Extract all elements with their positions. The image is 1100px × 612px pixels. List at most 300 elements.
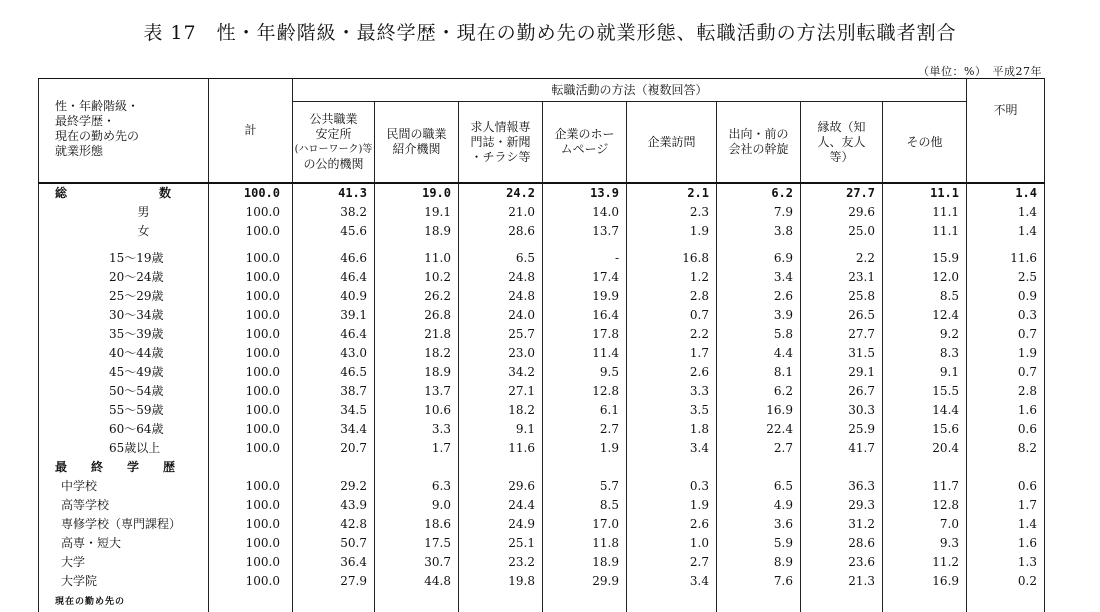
spacer-cell (627, 241, 717, 249)
value-cell: 14.4 (883, 401, 967, 420)
table-row (39, 382, 1045, 401)
row-label: 男 (39, 203, 209, 222)
value-cell: 17.8 (543, 325, 627, 344)
value-cell: 16.4 (543, 306, 627, 325)
value-cell: 2.5 (967, 268, 1045, 287)
value-cell: 100.0 (209, 222, 293, 241)
value-cell: 29.6 (801, 203, 883, 222)
row-label: 50～54歳 (39, 382, 209, 401)
value-cell: 100.0 (209, 420, 293, 439)
value-cell: 25.1 (459, 534, 543, 553)
value-cell: 17.4 (543, 268, 627, 287)
value-cell: 19.1 (375, 203, 459, 222)
row-label: 40～44歳 (39, 344, 209, 363)
value-cell: 2.2 (627, 325, 717, 344)
value-cell: 3.3 (627, 382, 717, 401)
value-cell: 8.2 (967, 439, 1045, 458)
empty-cell (883, 458, 967, 477)
value-cell: 9.1 (459, 420, 543, 439)
header-total: 計 (209, 79, 293, 184)
value-cell: 0.6 (967, 477, 1045, 496)
value-cell: 44.8 (375, 572, 459, 591)
value-cell: 1.7 (627, 344, 717, 363)
value-cell: 15.9 (883, 249, 967, 268)
value-cell: 43.0 (293, 344, 375, 363)
value-cell: 100.0 (209, 496, 293, 515)
value-cell: 18.9 (375, 363, 459, 382)
header-stub (39, 79, 209, 184)
value-cell: 11.6 (967, 249, 1045, 268)
value-cell: 100.0 (209, 401, 293, 420)
header-fumei: 不明 (967, 79, 1045, 184)
value-cell: 11.1 (883, 222, 967, 241)
table-row (39, 515, 1045, 534)
section-header-row (39, 458, 1045, 477)
header-col-connections (801, 102, 883, 184)
empty-cell (967, 591, 1045, 612)
row-label: 高等学校 (39, 496, 209, 515)
value-cell: 8.5 (883, 287, 967, 306)
value-cell: 25.7 (459, 325, 543, 344)
empty-cell (883, 591, 967, 612)
value-cell: 29.3 (801, 496, 883, 515)
table-row (39, 325, 1045, 344)
table-body (39, 183, 1045, 612)
section-label (39, 183, 209, 203)
value-cell: 29.2 (293, 477, 375, 496)
value-cell: 18.2 (459, 401, 543, 420)
value-cell: 100.0 (209, 287, 293, 306)
spacer-cell (801, 241, 883, 249)
value-cell: 1.4 (967, 222, 1045, 241)
value-cell: 27.1 (459, 382, 543, 401)
value-cell: 16.8 (627, 249, 717, 268)
value-cell: 0.3 (627, 477, 717, 496)
section-label-employment (39, 591, 209, 612)
value-cell: 5.8 (717, 325, 801, 344)
header-line: ムページ (560, 142, 609, 156)
value-cell: 2.7 (627, 553, 717, 572)
value-cell: 7.6 (717, 572, 801, 591)
table-row (39, 306, 1045, 325)
value-cell: 3.3 (375, 420, 459, 439)
section-label-char: 終 (90, 460, 103, 474)
value-cell: 100.0 (209, 572, 293, 591)
value-cell: 100.0 (209, 477, 293, 496)
value-cell: 21.3 (801, 572, 883, 591)
value-cell: 18.9 (375, 222, 459, 241)
value-cell: 15.5 (883, 382, 967, 401)
value-cell: 1.7 (967, 496, 1045, 515)
value-cell: 12.8 (883, 496, 967, 515)
header-line: 公共職業 (309, 112, 358, 126)
value-cell: 2.8 (627, 287, 717, 306)
row-label: 高専・短大 (39, 534, 209, 553)
row-label: 45～49歳 (39, 363, 209, 382)
spacer-cell (543, 241, 627, 249)
empty-cell (293, 458, 375, 477)
value-cell: 50.7 (293, 534, 375, 553)
section-label-char: 歴 (162, 460, 175, 474)
empty-cell (375, 458, 459, 477)
value-cell: 6.5 (717, 477, 801, 496)
empty-cell (459, 591, 543, 612)
value-cell: 36.3 (801, 477, 883, 496)
header-line: その他 (906, 134, 943, 149)
value-cell: 1.4 (967, 515, 1045, 534)
value-cell: 1.4 (967, 203, 1045, 222)
value-cell: 34.2 (459, 363, 543, 382)
value-cell: 6.9 (717, 249, 801, 268)
value-cell: 1.0 (627, 534, 717, 553)
value-cell: 29.6 (459, 477, 543, 496)
header-line: 門誌・新聞 (470, 134, 531, 149)
value-cell: 100.0 (209, 203, 293, 222)
value-cell: 46.4 (293, 268, 375, 287)
empty-cell (375, 591, 459, 612)
header-line: 会社の幹旋 (728, 142, 789, 156)
value-cell: 2.3 (627, 203, 717, 222)
value-cell: 46.4 (293, 325, 375, 344)
empty-cell (717, 591, 801, 612)
spacer-cell (717, 241, 801, 249)
value-cell: 28.6 (801, 534, 883, 553)
value-cell: 11.0 (375, 249, 459, 268)
value-cell: 1.9 (627, 222, 717, 241)
table-row (39, 203, 1045, 222)
value-cell: 100.0 (209, 553, 293, 572)
header-line: 人、友人 (817, 134, 866, 149)
value-cell: 45.6 (293, 222, 375, 241)
value-cell: 31.2 (801, 515, 883, 534)
value-cell: 11.1 (883, 203, 967, 222)
value-cell: 26.7 (801, 382, 883, 401)
value-cell: 1.9 (543, 439, 627, 458)
value-cell: 40.9 (293, 287, 375, 306)
value-cell: 100.0 (209, 439, 293, 458)
header-line: 求人情報専 (470, 119, 531, 134)
value-cell: 2.7 (717, 439, 801, 458)
value-cell: 11.4 (543, 344, 627, 363)
value-cell: 23.2 (459, 553, 543, 572)
row-label: 大学 (39, 553, 209, 572)
value-cell: 0.7 (967, 363, 1045, 382)
value-cell: 2.6 (717, 287, 801, 306)
header-line: 企業のホー (554, 127, 615, 141)
table-row (39, 477, 1045, 496)
value-cell: 26.5 (801, 306, 883, 325)
row-label: 35～39歳 (39, 325, 209, 344)
value-cell: 6.5 (459, 249, 543, 268)
value-cell: 11.8 (543, 534, 627, 553)
header-stub-line: 性・年齢階級・ (55, 99, 140, 113)
section-header-row (39, 591, 1045, 612)
empty-cell (543, 458, 627, 477)
section-label-char: 総 (55, 186, 68, 200)
table-row (39, 344, 1045, 363)
value-cell: 19.9 (543, 287, 627, 306)
row-label: 65歳以上 (39, 439, 209, 458)
row-label: 30～34歳 (39, 306, 209, 325)
value-cell: 1.6 (967, 401, 1045, 420)
value-cell: 2.6 (627, 363, 717, 382)
header-stub-line: 就業形態 (55, 144, 104, 158)
value-cell: 21.0 (459, 203, 543, 222)
table-row (39, 363, 1045, 382)
value-cell: 23.1 (801, 268, 883, 287)
value-cell: 17.5 (375, 534, 459, 553)
value-cell: 23.6 (801, 553, 883, 572)
value-cell: 0.7 (627, 306, 717, 325)
table-header (39, 79, 1045, 184)
value-cell: 41.3 (293, 183, 375, 203)
value-cell: 10.2 (375, 268, 459, 287)
spacer-cell (39, 241, 209, 249)
value-cell: 10.6 (375, 401, 459, 420)
value-cell: 1.2 (627, 268, 717, 287)
table-row (39, 439, 1045, 458)
table-row (39, 183, 1045, 203)
empty-cell (209, 458, 293, 477)
spacer-cell (293, 241, 375, 249)
value-cell: 0.2 (967, 572, 1045, 591)
value-cell: 5.7 (543, 477, 627, 496)
row-label: 55～59歳 (39, 401, 209, 420)
table-row (39, 420, 1045, 439)
value-cell: 3.9 (717, 306, 801, 325)
spacer-cell (967, 241, 1045, 249)
value-cell: 8.3 (883, 344, 967, 363)
value-cell: 3.5 (627, 401, 717, 420)
value-cell: 2.6 (627, 515, 717, 534)
empty-cell (293, 591, 375, 612)
value-cell: 9.2 (883, 325, 967, 344)
value-cell: 25.9 (801, 420, 883, 439)
value-cell: 11.1 (883, 183, 967, 203)
table-row (39, 268, 1045, 287)
value-cell: 100.0 (209, 268, 293, 287)
value-cell: 6.3 (375, 477, 459, 496)
header-stub-line: 最終学歴・ (55, 114, 116, 128)
empty-cell (801, 591, 883, 612)
row-label: 25～29歳 (39, 287, 209, 306)
empty-cell (627, 458, 717, 477)
header-method-group: 転職活動の方法（複数回答） (293, 79, 967, 102)
value-cell: 20.4 (883, 439, 967, 458)
table-row (39, 401, 1045, 420)
spacer-cell (375, 241, 459, 249)
header-line: 出向・前の (728, 127, 789, 141)
value-cell: 29.1 (801, 363, 883, 382)
value-cell: 11.2 (883, 553, 967, 572)
section-label-char: 学 (126, 460, 139, 474)
header-col-private-agency (375, 102, 459, 184)
table-row (39, 249, 1045, 268)
section-label-char: 数 (158, 186, 171, 200)
value-cell: 38.7 (293, 382, 375, 401)
header-line: 民間の職業 (386, 127, 447, 141)
value-cell: 2.8 (967, 382, 1045, 401)
header-line: 安定所 (315, 127, 352, 141)
value-cell: 46.6 (293, 249, 375, 268)
table-row (39, 553, 1045, 572)
value-cell: 24.0 (459, 306, 543, 325)
value-cell: 24.2 (459, 183, 543, 203)
value-cell: 24.8 (459, 268, 543, 287)
empty-cell (459, 458, 543, 477)
value-cell: 26.2 (375, 287, 459, 306)
value-cell: 17.0 (543, 515, 627, 534)
value-cell: 9.3 (883, 534, 967, 553)
header-line: 紹介機関 (392, 142, 441, 156)
row-label: 60～64歳 (39, 420, 209, 439)
value-cell: 36.4 (293, 553, 375, 572)
value-cell: 18.9 (543, 553, 627, 572)
value-cell: 9.0 (375, 496, 459, 515)
value-cell: 0.3 (967, 306, 1045, 325)
value-cell: 100.0 (209, 515, 293, 534)
value-cell: 1.9 (627, 496, 717, 515)
value-cell: 46.5 (293, 363, 375, 382)
section-label-text: 現在の勤め先の (55, 597, 126, 607)
header-col-public (293, 102, 375, 184)
value-cell: 22.4 (717, 420, 801, 439)
header-col-secondment (717, 102, 801, 184)
header-line: ・チラシ等 (470, 149, 531, 164)
row-label: 女 (39, 222, 209, 241)
value-cell: 31.5 (801, 344, 883, 363)
empty-cell (543, 591, 627, 612)
value-cell: 34.5 (293, 401, 375, 420)
value-cell: 0.7 (967, 325, 1045, 344)
row-label: 中学校 (39, 477, 209, 496)
empty-cell (627, 591, 717, 612)
value-cell: 7.0 (883, 515, 967, 534)
value-cell: 39.1 (293, 306, 375, 325)
value-cell: 100.0 (209, 363, 293, 382)
header-line: の公的機関 (303, 157, 364, 171)
header-col-other (883, 102, 967, 184)
value-cell: 1.7 (375, 439, 459, 458)
table-row (39, 222, 1045, 241)
value-cell: 1.9 (967, 344, 1045, 363)
value-cell: 100.0 (209, 534, 293, 553)
header-line: 企業訪問 (647, 134, 696, 149)
value-cell: - (543, 249, 627, 268)
value-cell: 41.7 (801, 439, 883, 458)
header-stub-line: 現在の勤め先の (55, 129, 140, 143)
table-row (39, 496, 1045, 515)
value-cell: 6.2 (717, 183, 801, 203)
value-cell: 3.6 (717, 515, 801, 534)
header-col-company-visit (627, 102, 717, 184)
header-col-job-magazine (459, 102, 543, 184)
section-label (39, 458, 209, 477)
empty-cell (717, 458, 801, 477)
value-cell: 9.5 (543, 363, 627, 382)
value-cell: 6.2 (717, 382, 801, 401)
value-cell: 28.6 (459, 222, 543, 241)
value-cell: 100.0 (209, 306, 293, 325)
row-label: 大学院 (39, 572, 209, 591)
value-cell: 100.0 (209, 382, 293, 401)
value-cell: 18.6 (375, 515, 459, 534)
value-cell: 11.7 (883, 477, 967, 496)
header-line: (ハローワーク)等 (294, 144, 373, 155)
empty-cell (801, 458, 883, 477)
value-cell: 1.3 (967, 553, 1045, 572)
value-cell: 38.2 (293, 203, 375, 222)
row-label: 15～19歳 (39, 249, 209, 268)
value-cell: 15.6 (883, 420, 967, 439)
value-cell: 8.1 (717, 363, 801, 382)
value-cell: 3.4 (627, 572, 717, 591)
value-cell: 14.0 (543, 203, 627, 222)
row-label: 専修学校（専門課程） (39, 515, 209, 534)
value-cell: 24.8 (459, 287, 543, 306)
value-cell: 27.7 (801, 183, 883, 203)
table-title: 表 17 性・年齢階級・最終学歴・現在の勤め先の就業形態、転職活動の方法別転職者割合 (143, 22, 957, 44)
empty-cell (967, 458, 1045, 477)
spacer-cell (883, 241, 967, 249)
empty-cell (209, 591, 293, 612)
value-cell: 6.1 (543, 401, 627, 420)
value-cell: 25.8 (801, 287, 883, 306)
data-table (38, 78, 1045, 612)
value-cell: 100.0 (209, 344, 293, 363)
value-cell: 34.4 (293, 420, 375, 439)
value-cell: 24.4 (459, 496, 543, 515)
row-label: 20～24歳 (39, 268, 209, 287)
value-cell: 13.9 (543, 183, 627, 203)
table-row (39, 287, 1045, 306)
value-cell: 43.9 (293, 496, 375, 515)
value-cell: 12.4 (883, 306, 967, 325)
unit-note: （単位：%） 平成27年 (918, 65, 1042, 78)
value-cell: 42.8 (293, 515, 375, 534)
spacer-cell (209, 241, 293, 249)
value-cell: 16.9 (717, 401, 801, 420)
value-cell: 7.9 (717, 203, 801, 222)
value-cell: 0.6 (967, 420, 1045, 439)
value-cell: 12.8 (543, 382, 627, 401)
header-line: 等） (829, 149, 854, 164)
value-cell: 19.0 (375, 183, 459, 203)
header-col-company-homepage (543, 102, 627, 184)
value-cell: 13.7 (375, 382, 459, 401)
value-cell: 30.7 (375, 553, 459, 572)
value-cell: 3.8 (717, 222, 801, 241)
value-cell: 4.4 (717, 344, 801, 363)
value-cell: 29.9 (543, 572, 627, 591)
value-cell: 30.3 (801, 401, 883, 420)
value-cell: 24.9 (459, 515, 543, 534)
value-cell: 2.1 (627, 183, 717, 203)
value-cell: 8.9 (717, 553, 801, 572)
spacer-cell (459, 241, 543, 249)
value-cell: 100.0 (209, 325, 293, 344)
value-cell: 21.8 (375, 325, 459, 344)
value-cell: 12.0 (883, 268, 967, 287)
value-cell: 19.8 (459, 572, 543, 591)
value-cell: 1.8 (627, 420, 717, 439)
value-cell: 16.9 (883, 572, 967, 591)
value-cell: 0.9 (967, 287, 1045, 306)
value-cell: 26.8 (375, 306, 459, 325)
table-row (39, 572, 1045, 591)
value-cell: 8.5 (543, 496, 627, 515)
value-cell: 13.7 (543, 222, 627, 241)
